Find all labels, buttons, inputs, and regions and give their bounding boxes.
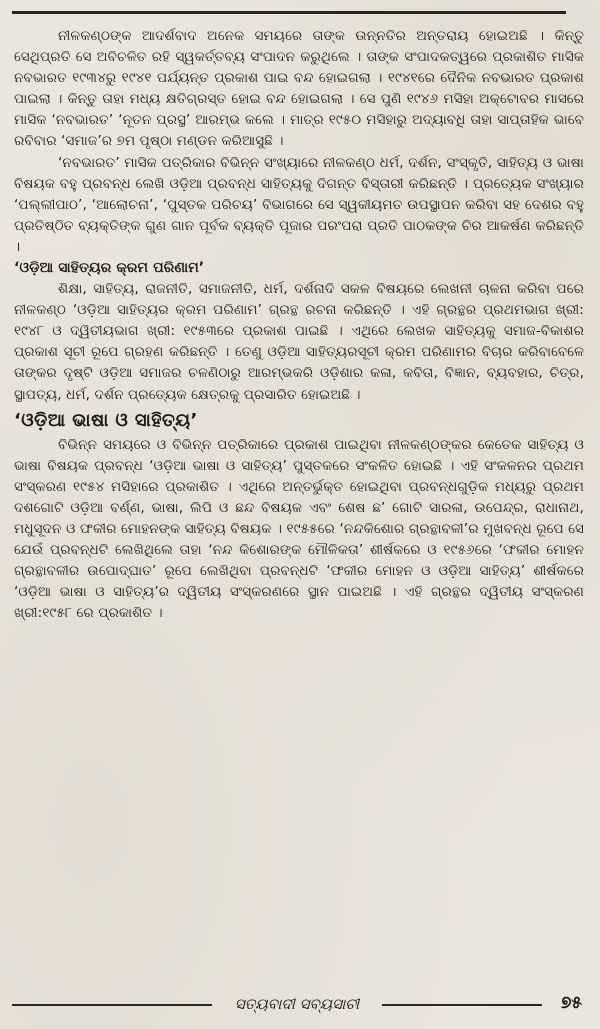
- section-heading-bhasha-sahitya: ‘ଓଡ଼ିଆ ଭାଷା ଓ ସାହିତ୍ୟ’: [14, 409, 198, 431]
- page-body: [14, 26, 584, 624]
- section-heading-krama-parinama: ‘ଓଡ଼ିଆ ସାହିତ୍ୟର କ୍ରମ ପରିଣାମ’: [14, 260, 205, 277]
- paragraph-krama-parinama: ଶିକ୍ଷା, ସାହିତ୍ୟ, ରାଜନୀତି, ସମାଜନୀତି, ଧର୍ମ, ଦର୍ଶନାଦି ସକଳ ବିଷୟରେ ଲେଖନୀ ଚାଳନା କରିବା ପରେ ନୀଳକଣ୍ଠ ‘ଓଡ଼ିଆ ସାହିତ୍ୟର କ୍ରମ ପରିଣାମ’ ଗ୍ରନ୍ଥ ରଚନା କରିଛନ୍ତି । ଏହି ଗ୍ରନ୍ଥର ପ୍ରଥମଭାଗ ଖ୍ରୀ: ୧୯୪୮ ଓ ଦ୍ୱିତୀୟଭାଗ ଖ୍ରୀ: ୧୯୫୩ରେ ପ୍ରକାଶ ପାଇଛି । ଏଥିରେ ଲେଖକ ସାହିତ୍ୟକୁ ସମାଜ-ବିକାଶର ପ୍ରକାଶ ସୂଚୀ ରୂପେ ଗ୍ରହଣ କରିଛନ୍ତି । ତେଣୁ ଓଡ଼ିଆ ସାହିତ୍ୟରସୂଚୀ କ୍ରମ ପରିଣାମର ବିଚାର କରିବାବେଳେ ତାଙ୍କର ଦୃଷ୍ଟି ଓଡ଼ିଆ ସମାଜର ଚଳଣିଠାରୁ ଆରମ୍ଭକରି ଓଡ଼ିଶାର କଳା, କବିତା, ବିଜ୍ଞାନ, ବ୍ୟବହାର, ଚିତ୍ର, ସ୍ଥାପତ୍ୟ, ଧର୍ମ, ଦର୍ଶନ ପ୍ରତ୍ୟେକ କ୍ଷେତ୍ରକୁ ପ୍ରସାରିତ ହୋଇଅଛି ।: [14, 281, 584, 403]
- paragraph-navabharata-essays: ‘ନବଭାରତ’ ମାସିକ ପତ୍ରିକାର ବିଭିନ୍ନ ସଂଖ୍ୟାରେ ନୀଳକଣ୍ଠ ଧର୍ମ, ଦର୍ଶନ, ସଂସ୍କୃତି, ସାହିତ୍ୟ ଓ ଭାଷା ବିଷୟକ ବହୁ ପ୍ରବନ୍ଧ ଲେଖି ଓଡ଼ିଆ ପ୍ରବନ୍ଧ ସାହିତ୍ୟକୁ ଦିଗନ୍ତ ବିସ୍ତାରୀ କରିଛନ୍ତି । ପ୍ରତ୍ୟେକ ସଂଖ୍ୟାର ‘ପଲ୍ଲୀପାଠ’, ‘ଆଲୋଚନା’, ‘ପୁସ୍ତକ ପରିଚୟ’ ବିଭାଗରେ ସେ ସ୍ୱକୀୟମତ ଉପସ୍ଥାପନ କରିବା ସହ ଦେଶର ବହୁ ପ୍ରତିଷ୍ଠିତ ବ୍ୟକ୍ତିଙ୍କ ଗୁଣ ଗାନ ପୂର୍ବକ ବ୍ୟକ୍ତି ପୂଜାର ପରଂପରା ପ୍ରତି ପାଠକଙ୍କ ଚିର ଆକର୍ଷଣ କରିଛନ୍ତି ।: [14, 154, 584, 255]
- page-footer: [12, 993, 588, 1017]
- page-number: ୭୫: [560, 993, 582, 1013]
- footer-rule-right: [382, 1004, 542, 1006]
- paragraph-navabharata-history: ନୀଳକଣ୍ଠଙ୍କ ଆଦର୍ଶବାଦ ଅନେକ ସମୟରେ ତାଙ୍କ ଉନ୍ନତିର ଅନ୍ତରାୟ ହୋଇଅଛି । କିନ୍ତୁ ସେଥିପ୍ରତି ସେ ଅବିଚଳିତ ରହି ସ୍ୱକର୍ତ୍ତବ୍ୟ ସଂପାଦନ କରୁଥିଲେ । ତାଙ୍କ ସଂପାଦକତ୍ୱରେ ପ୍ରକାଶିତ ମାସିକ ନବଭାରତ ୧୯୩୪ରୁ ୧୯୪୧ ପର୍ଯ୍ୟନ୍ତ ପ୍ରକାଶ ପାଇ ବନ୍ଦ ହୋଇଗଲା । ୧୯୪୧ରେ ଦୈନିକ ନବଭାରତ ପ୍ରକାଶ ପାଇଲା । କିନ୍ତୁ ତାହା ମଧ୍ୟ କ୍ଷତିଗ୍ରସ୍ତ ହୋଇ ବନ୍ଦ ହୋଇଗଲା । ସେ ପୁଣି ୧୯୪୬ ମସିହା ଅକ୍ଟୋବର ମାସରେ ମାସିକ ‘ନବଭାରତ’ ‘ନୂତନ ପ୍ରସ୍ଥ’ ଆରମ୍ଭ କଲେ । ମାତ୍ର ୧୯୫୦ ମସିହାରୁ ଅଦ୍ୟାବଧି ତାହା ସାପ୍ତାହିକ ଭାବେ ରବିବାର ‘ସମାଜ’ର ୭ମ ପୃଷ୍ଠା ମଣ୍ଡନ କରିଆସୁଛି ।: [14, 28, 584, 150]
- footer-rule-left: [12, 1004, 212, 1006]
- top-rule: [12, 11, 566, 14]
- paragraph-bhasha-sahitya: ବିଭିନ୍ନ ସମୟରେ ଓ ବିଭିନ୍ନ ପତ୍ରିକାରେ ପ୍ରକାଶ ପାଇଥିବା ନୀଳକଣ୍ଠଙ୍କର କେତେକ ସାହିତ୍ୟ ଓ ଭାଷା ବିଷୟକ ପ୍ରବନ୍ଧ ‘ଓଡ଼ିଆ ଭାଷା ଓ ସାହିତ୍ୟ’ ପୁସ୍ତକରେ ସଂକଳିତ ହୋଇଛି । ଏହି ସଂକଳନର ପ୍ରଥମ ସଂସ୍କରଣ ୧୯୫୪ ମସିହାରେ ପ୍ରକାଶିତ । ଏଥିରେ ଅନ୍ତର୍ଭୁକ୍ତ ହୋଇଥିବା ପ୍ରବନ୍ଧଗୁଡ଼ିକ ମଧ୍ୟରୁ ପ୍ରଥମ ଦଶଗୋଟି ଓଡ଼ିଆ ବର୍ଣ୍ଣ, ଭାଷା, ଲିପି ଓ ଛନ୍ଦ ବିଷୟକ ଏବଂ ଶେଷ ଛ’ ଗୋଟି ସାରଳା, ଉପେନ୍ଦ୍ର, ରାଧାନାଥ, ମଧୁସୂଦନ ଓ ଫକୀର ମୋହନଙ୍କ ସାହିତ୍ୟ ବିଷୟକ । ୧୯୫୫ରେ ‘ନନ୍ଦକିଶୋର ଗ୍ରନ୍ଥାବଳୀ’ର ମୁଖବନ୍ଧ ରୂପେ ସେ ଯେଉଁ ପ୍ରବନ୍ଧଟି ଲେଖିଥିଲେ ତାହା ‘ନନ୍ଦ କିଶୋରଙ୍କ ମୌଳିକତା’ ଶୀର୍ଷକରେ ଓ ୧୯୫୬ରେ ‘ଫକୀର ମୋହନ ଗ୍ରନ୍ଥାବଳୀର ଉପୋଦ୍‌ଘାତ’ ରୂପେ ଲେଖିଥିବା ପ୍ରବନ୍ଧଟି ‘ଫକୀର ମୋହନ ଓ ଓଡ଼ିଆ ସାହିତ୍ୟ’ ଶୀର୍ଷକରେ ‘ଓଡ଼ିଆ ଭାଷା ଓ ସାହିତ୍ୟ’ର ଦ୍ୱିତୀୟ ସଂସ୍କରଣରେ ସ୍ଥାନ ପାଇଅଛି । ଏହି ଗ୍ରନ୍ଥର ଦ୍ୱିତୀୟ ସଂସ୍କରଣ ଖ୍ରୀ:୧୯୫୮ ରେ ପ୍ରକାଶିତ ।: [14, 436, 584, 622]
- running-title: ସତ୍ୟବାଦୀ ସବ୍ୟସାଚୀ: [234, 995, 360, 1013]
